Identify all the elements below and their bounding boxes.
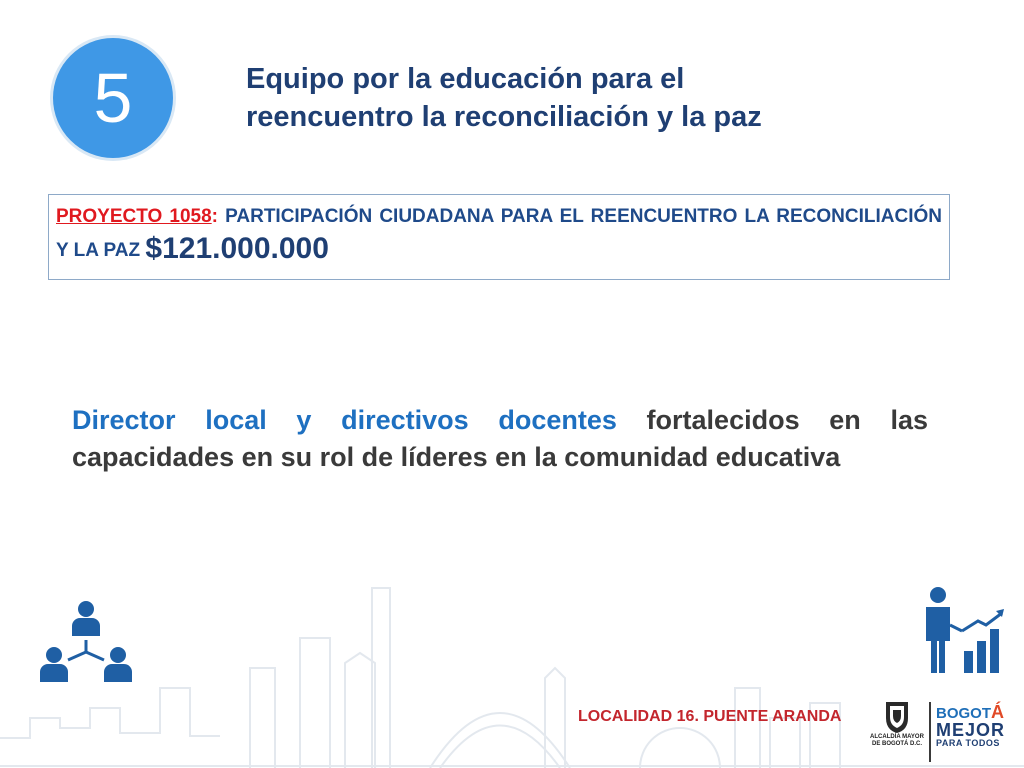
alcaldia-logo [868, 700, 926, 748]
description-rest: fortalecidos en las capacidades en su rol de líderes en la comunidad educativa [72, 405, 928, 472]
project-description [72, 402, 928, 476]
description-highlight: Director local y directivos docentes [72, 405, 617, 435]
brand-line-3: PARA TODOS [936, 738, 1000, 748]
page-title-line-1: Equipo por la educación para el [246, 63, 685, 95]
coat-of-arms-icon [884, 700, 910, 734]
page-title-line-2: reencuentro la reconciliación y la paz [246, 101, 762, 133]
brand-part-1: BOGOT [936, 705, 991, 722]
bogota-mejor-logo [936, 703, 1016, 748]
locality-label: LOCALIDAD 16. PUENTE ARANDA [578, 708, 842, 725]
alcaldia-line-2: DE BOGOTÁ D.C. [871, 741, 922, 747]
project-label: PROYECTO 1058 [56, 206, 212, 227]
alcaldia-line-1: ALCALDÍA MAYOR [870, 734, 924, 740]
project-amount: $121.000.000 [145, 232, 329, 265]
page-title [246, 60, 966, 136]
team-hierarchy-icon [38, 600, 134, 686]
brand-accent: Á [991, 702, 1004, 722]
project-name: PARTICIPACIÓN CIUDADANA PARA EL REENCUENTRO LA RECONCILIACIÓN Y LA PAZ [56, 206, 942, 261]
project-box [48, 194, 950, 280]
project-label-colon: : [211, 206, 218, 227]
business-growth-icon [918, 585, 1010, 677]
section-number-badge: 5 [53, 38, 173, 158]
brand-line-2: MEJOR [936, 720, 1006, 740]
brand-line-1 [936, 703, 1016, 721]
logo-divider [929, 702, 931, 762]
